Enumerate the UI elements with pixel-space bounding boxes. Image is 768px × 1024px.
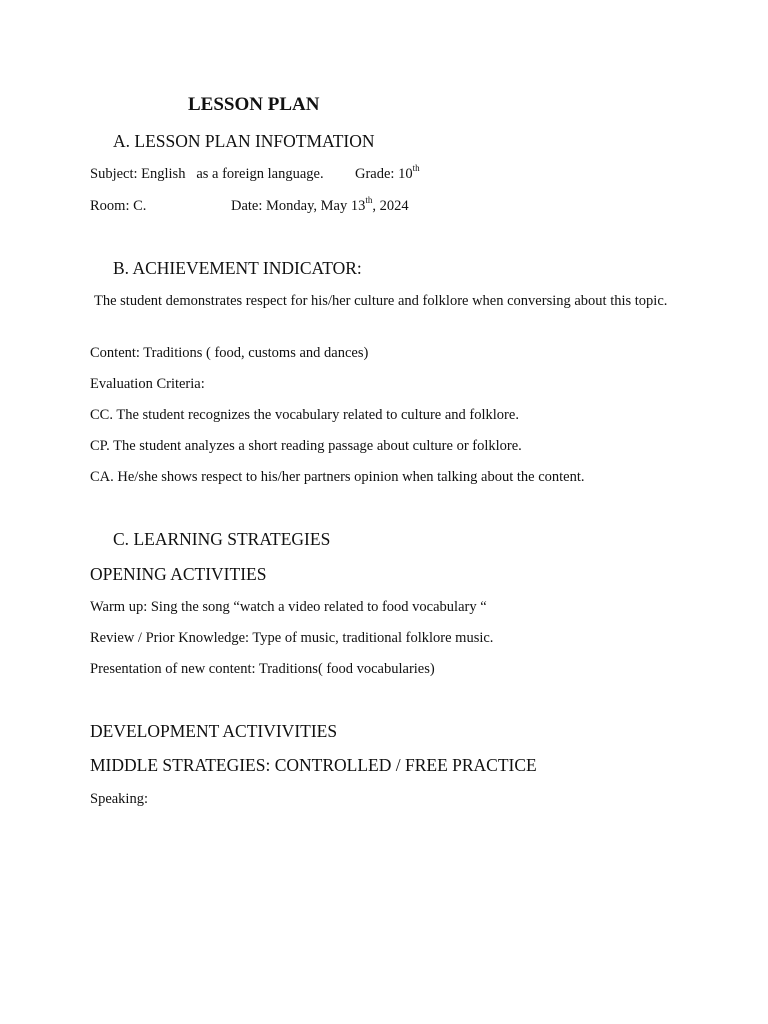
section-a-heading (113, 131, 375, 152)
subject-value: as a foreign language. (196, 166, 324, 182)
grade-line (355, 164, 420, 184)
section-b-heading (113, 258, 362, 279)
presentation-line: Presentation of new content: Traditions( food vocabularies) (90, 661, 435, 677)
date-line (231, 196, 409, 216)
section-a-letter: A. (113, 131, 131, 151)
speaking-label: Speaking: (90, 791, 148, 807)
page-title: LESSON PLAN (188, 94, 320, 115)
criterion-ca: CA. He/she shows respect to his/her partners opinion when talking about the content. (90, 469, 585, 485)
content-line: Content: Traditions ( food, customs and dances) (90, 345, 369, 361)
subject-line (90, 164, 324, 184)
date-suffix: , 2024 (372, 198, 409, 214)
review-line: Review / Prior Knowledge: Type of music, traditional folklore music. (90, 630, 494, 646)
subject-label: Subject: English (90, 166, 186, 182)
criterion-cc: CC. The student recognizes the vocabulary related to culture and folklore. (90, 407, 519, 423)
grade-superscript: th (412, 163, 420, 174)
date-prefix: Date: Monday, May 13 (231, 198, 366, 214)
section-b-letter: B. (113, 258, 130, 278)
section-c-heading (113, 529, 330, 550)
section-c-letter: C. (113, 529, 130, 549)
development-activities-heading: DEVELOPMENT ACTIVIVITIES (90, 721, 338, 741)
date-superscript: th (365, 195, 373, 206)
section-a-title: LESSON PLAN INFOTMATION (134, 131, 375, 151)
grade-label: Grade: 10 (355, 166, 413, 182)
section-c-title: LEARNING STRATEGIES (133, 529, 331, 549)
criterion-cp: CP. The student analyzes a short reading passage about culture or folklore. (90, 438, 522, 454)
achievement-indicator-text: The student demonstrates respect for his/her culture and folklore when conversing about this topic. (94, 293, 668, 309)
room-line: Room: C. (90, 198, 147, 214)
evaluation-criteria-label: Evaluation Criteria: (90, 376, 205, 392)
opening-activities-heading: OPENING ACTIVITIES (90, 564, 267, 584)
middle-strategies-heading: MIDDLE STRATEGIES: CONTROLLED / FREE PRACTICE (90, 755, 537, 775)
section-b-title: ACHIEVEMENT INDICATOR: (132, 258, 362, 278)
warm-up-line: Warm up: Sing the song “watch a video related to food vocabulary “ (90, 599, 487, 615)
